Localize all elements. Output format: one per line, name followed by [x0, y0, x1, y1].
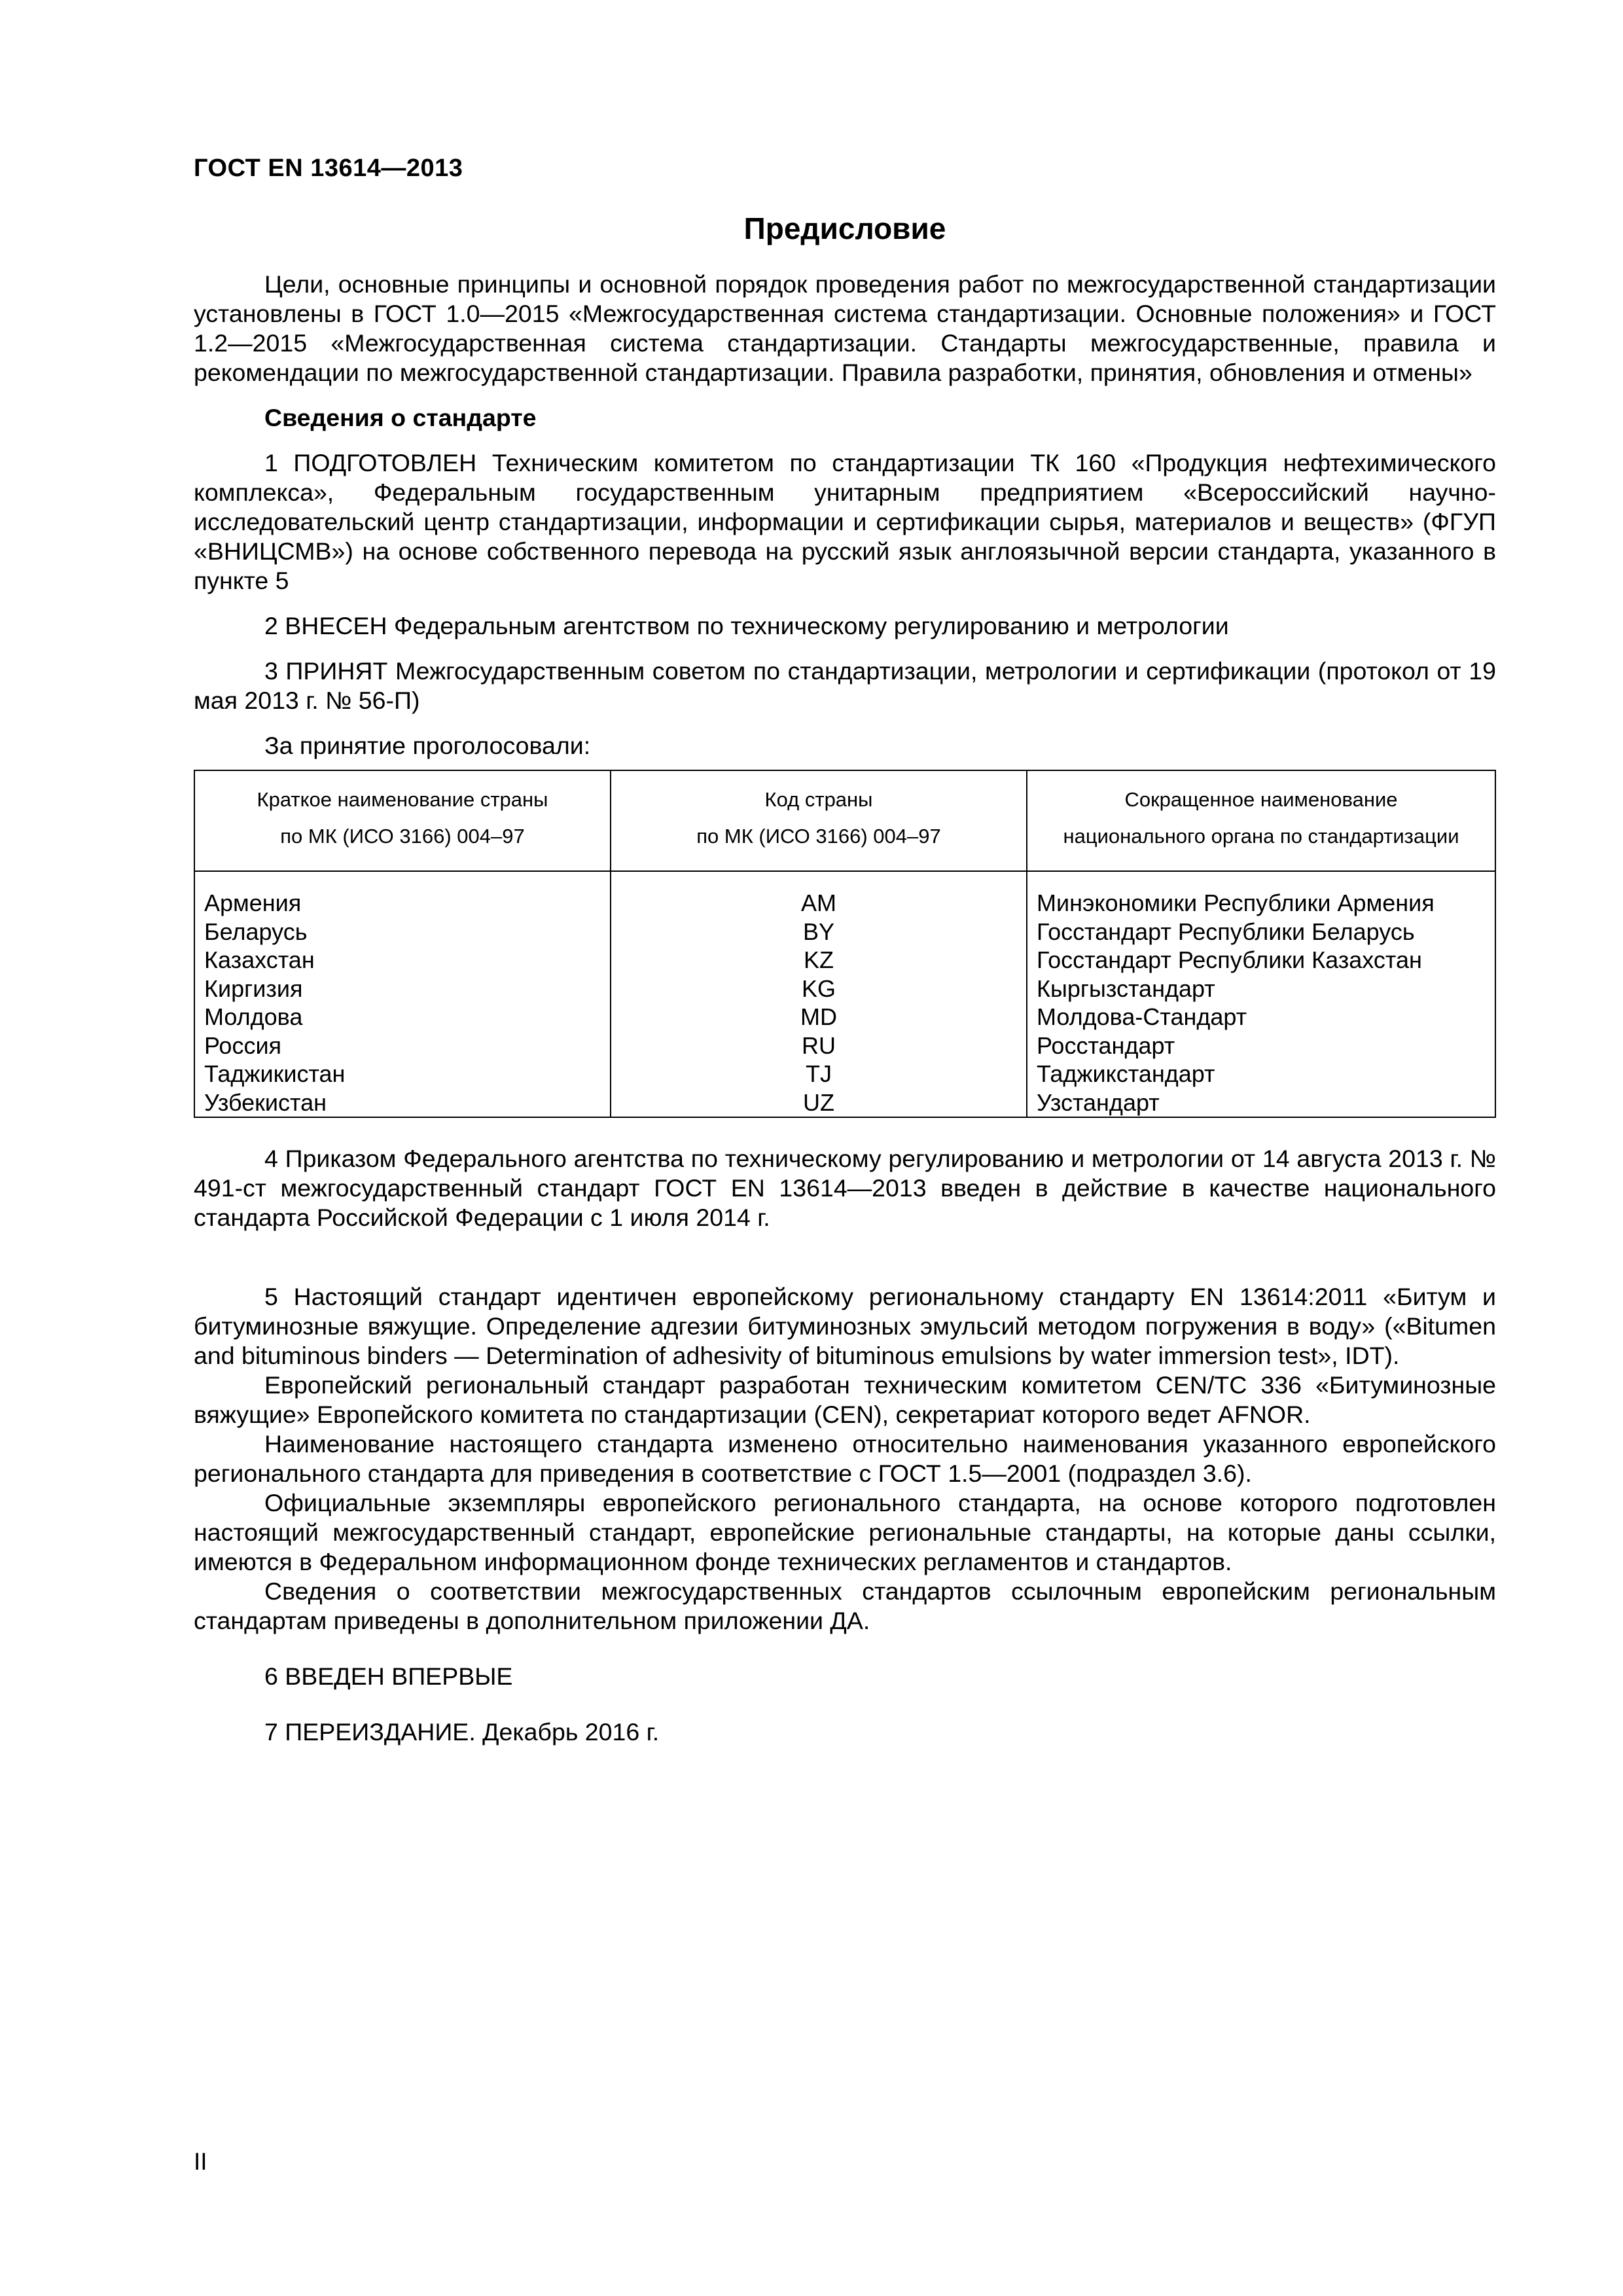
item-5-paragraph-3: Наименование настоящего стандарта изменено относительно наименования указанного европейского регионального стандарта для приведения в соответствие с ГОСТ 1.5—2001 (подраздел 3.6). — [194, 1430, 1496, 1487]
item-5-paragraph-1: 5 Настоящий стандарт идентичен европейскому региональному стандарту EN 13614:2011 «Битум и битуминозные вяжущие. Определение адгезии битуминозных эмульсий методом погружения в воду» («Bitumen and bituminous binders — Determination of adhesivity of bituminous emulsions by water immersion test», IDT). — [194, 1283, 1496, 1369]
code-cell: MD — [611, 1003, 1027, 1031]
header-body-line2: национального органа по стандартизации — [1063, 825, 1459, 848]
header-code-line1: Код страны — [764, 788, 873, 811]
item-5-paragraph-5: Сведения о соответствии межгосударственных стандартов ссылочным европейским региональным стандартам приведены в дополнительном приложении ДА. — [194, 1577, 1496, 1634]
item-5-paragraph-2: Европейский региональный стандарт разработан техническим комитетом CEN/TC 336 «Битуминозные вяжущие» Европейского комитета по стандартизации (CEN), секретариат которого ведет AFNOR. — [194, 1371, 1496, 1428]
item-7-paragraph: 7 ПЕРЕИЗДАНИЕ. Декабрь 2016 г. — [264, 1718, 660, 1746]
item-6-paragraph: 6 ВВЕДЕН ВПЕРВЫЕ — [264, 1662, 513, 1690]
header-country-name — [194, 770, 611, 871]
table-row — [194, 1003, 1495, 1031]
header-body-line1: Сокращенное наименование — [1124, 788, 1398, 811]
standard-code-header: ГОСТ EN 13614—2013 — [194, 154, 463, 182]
item-3-paragraph: 3 ПРИНЯТ Межгосударственным советом по стандартизации, метрологии и сертификации (протокол от 19 мая 2013 г. № 56-П) — [194, 657, 1496, 714]
item-4-paragraph: 4 Приказом Федерального агентства по техническому регулированию и метрологии от 14 августа 2013 г. № 491-ст межгосударственный стандарт ГОСТ EN 13614—2013 введен в действие в качестве национального стандарта Российской Федерации с 1 июля 2014 г. — [194, 1145, 1496, 1231]
header-country-code — [611, 770, 1027, 871]
table-row — [194, 1060, 1495, 1088]
country-cell: Узбекистан — [194, 1088, 611, 1118]
info-heading: Сведения о стандарте — [264, 404, 537, 431]
code-cell: RU — [611, 1031, 1027, 1060]
body-cell: Кыргызстандарт — [1027, 975, 1495, 1003]
code-cell: BY — [611, 918, 1027, 946]
header-country-line1: Краткое наименование страны — [257, 788, 548, 811]
header-national-body — [1027, 770, 1495, 871]
body-cell: Минэкономики Республики Армения — [1027, 871, 1495, 918]
body-cell: Молдова-Стандарт — [1027, 1003, 1495, 1031]
code-cell: UZ — [611, 1088, 1027, 1118]
body-cell: Госстандарт Республики Беларусь — [1027, 918, 1495, 946]
code-cell: TJ — [611, 1060, 1027, 1088]
voting-countries-table — [194, 770, 1496, 1118]
voted-label: За принятие проголосовали: — [264, 732, 591, 759]
country-cell: Россия — [194, 1031, 611, 1060]
page-title: Предисловие — [743, 211, 946, 245]
preface-content — [194, 270, 1496, 1747]
code-cell: KG — [611, 975, 1027, 1003]
country-cell: Таджикистан — [194, 1060, 611, 1088]
table-row — [194, 871, 1495, 918]
table-row — [194, 1031, 1495, 1060]
intro-paragraph: Цели, основные принципы и основной порядок проведения работ по межгосударственной стандартизации установлены в ГОСТ 1.0—2015 «Межгосударственная система стандартизации. Основные положения» и ГОСТ 1.2—2015 «Межгосударственная система стандартизации. Стандарты межгосударственные, правила и рекомендации по межгосударственной стандартизации. Правила разработки, принятия, обновления и отмены» — [194, 270, 1496, 386]
table-row — [194, 946, 1495, 975]
code-cell: KZ — [611, 946, 1027, 975]
country-cell: Казахстан — [194, 946, 611, 975]
country-cell: Киргизия — [194, 975, 611, 1003]
item-5-paragraph-4: Официальные экземпляры европейского регионального стандарта, на основе которого подготовлен настоящий межгосударственный стандарт, европейские региональные стандарты, на которые даны ссылки, имеются в Федеральном информационном фонде технических регламентов и стандартов. — [194, 1489, 1496, 1575]
item-2-paragraph: 2 ВНЕСЕН Федеральным агентством по техническому регулированию и метрологии — [264, 612, 1229, 639]
page-number: II — [194, 2148, 207, 2175]
country-cell: Молдова — [194, 1003, 611, 1031]
table-row — [194, 1088, 1495, 1118]
code-cell: AM — [611, 871, 1027, 918]
table-row — [194, 918, 1495, 946]
table-header-row — [194, 770, 1495, 871]
body-cell: Госстандарт Республики Казахстан — [1027, 946, 1495, 975]
country-cell: Беларусь — [194, 918, 611, 946]
header-code-line2: по МК (ИСО 3166) 004–97 — [696, 825, 941, 848]
body-cell: Таджикстандарт — [1027, 1060, 1495, 1088]
body-cell: Росстандарт — [1027, 1031, 1495, 1060]
body-cell: Узстандарт — [1027, 1088, 1495, 1118]
country-cell: Армения — [194, 871, 611, 918]
header-country-line2: по МК (ИСО 3166) 004–97 — [280, 825, 525, 848]
table-row — [194, 975, 1495, 1003]
item-1-paragraph: 1 ПОДГОТОВЛЕН Техническим комитетом по стандартизации ТК 160 «Продукция нефтехимического комплекса», Федеральным государственным унитарным предприятием «Всероссийский научно-исследовательский центр стандартизации, информации и сертификации сырья, материалов и веществ» (ФГУП «ВНИЦСМВ») на основе собственного перевода на русский язык англоязычной версии стандарта, указанного в пункте 5 — [194, 449, 1496, 594]
